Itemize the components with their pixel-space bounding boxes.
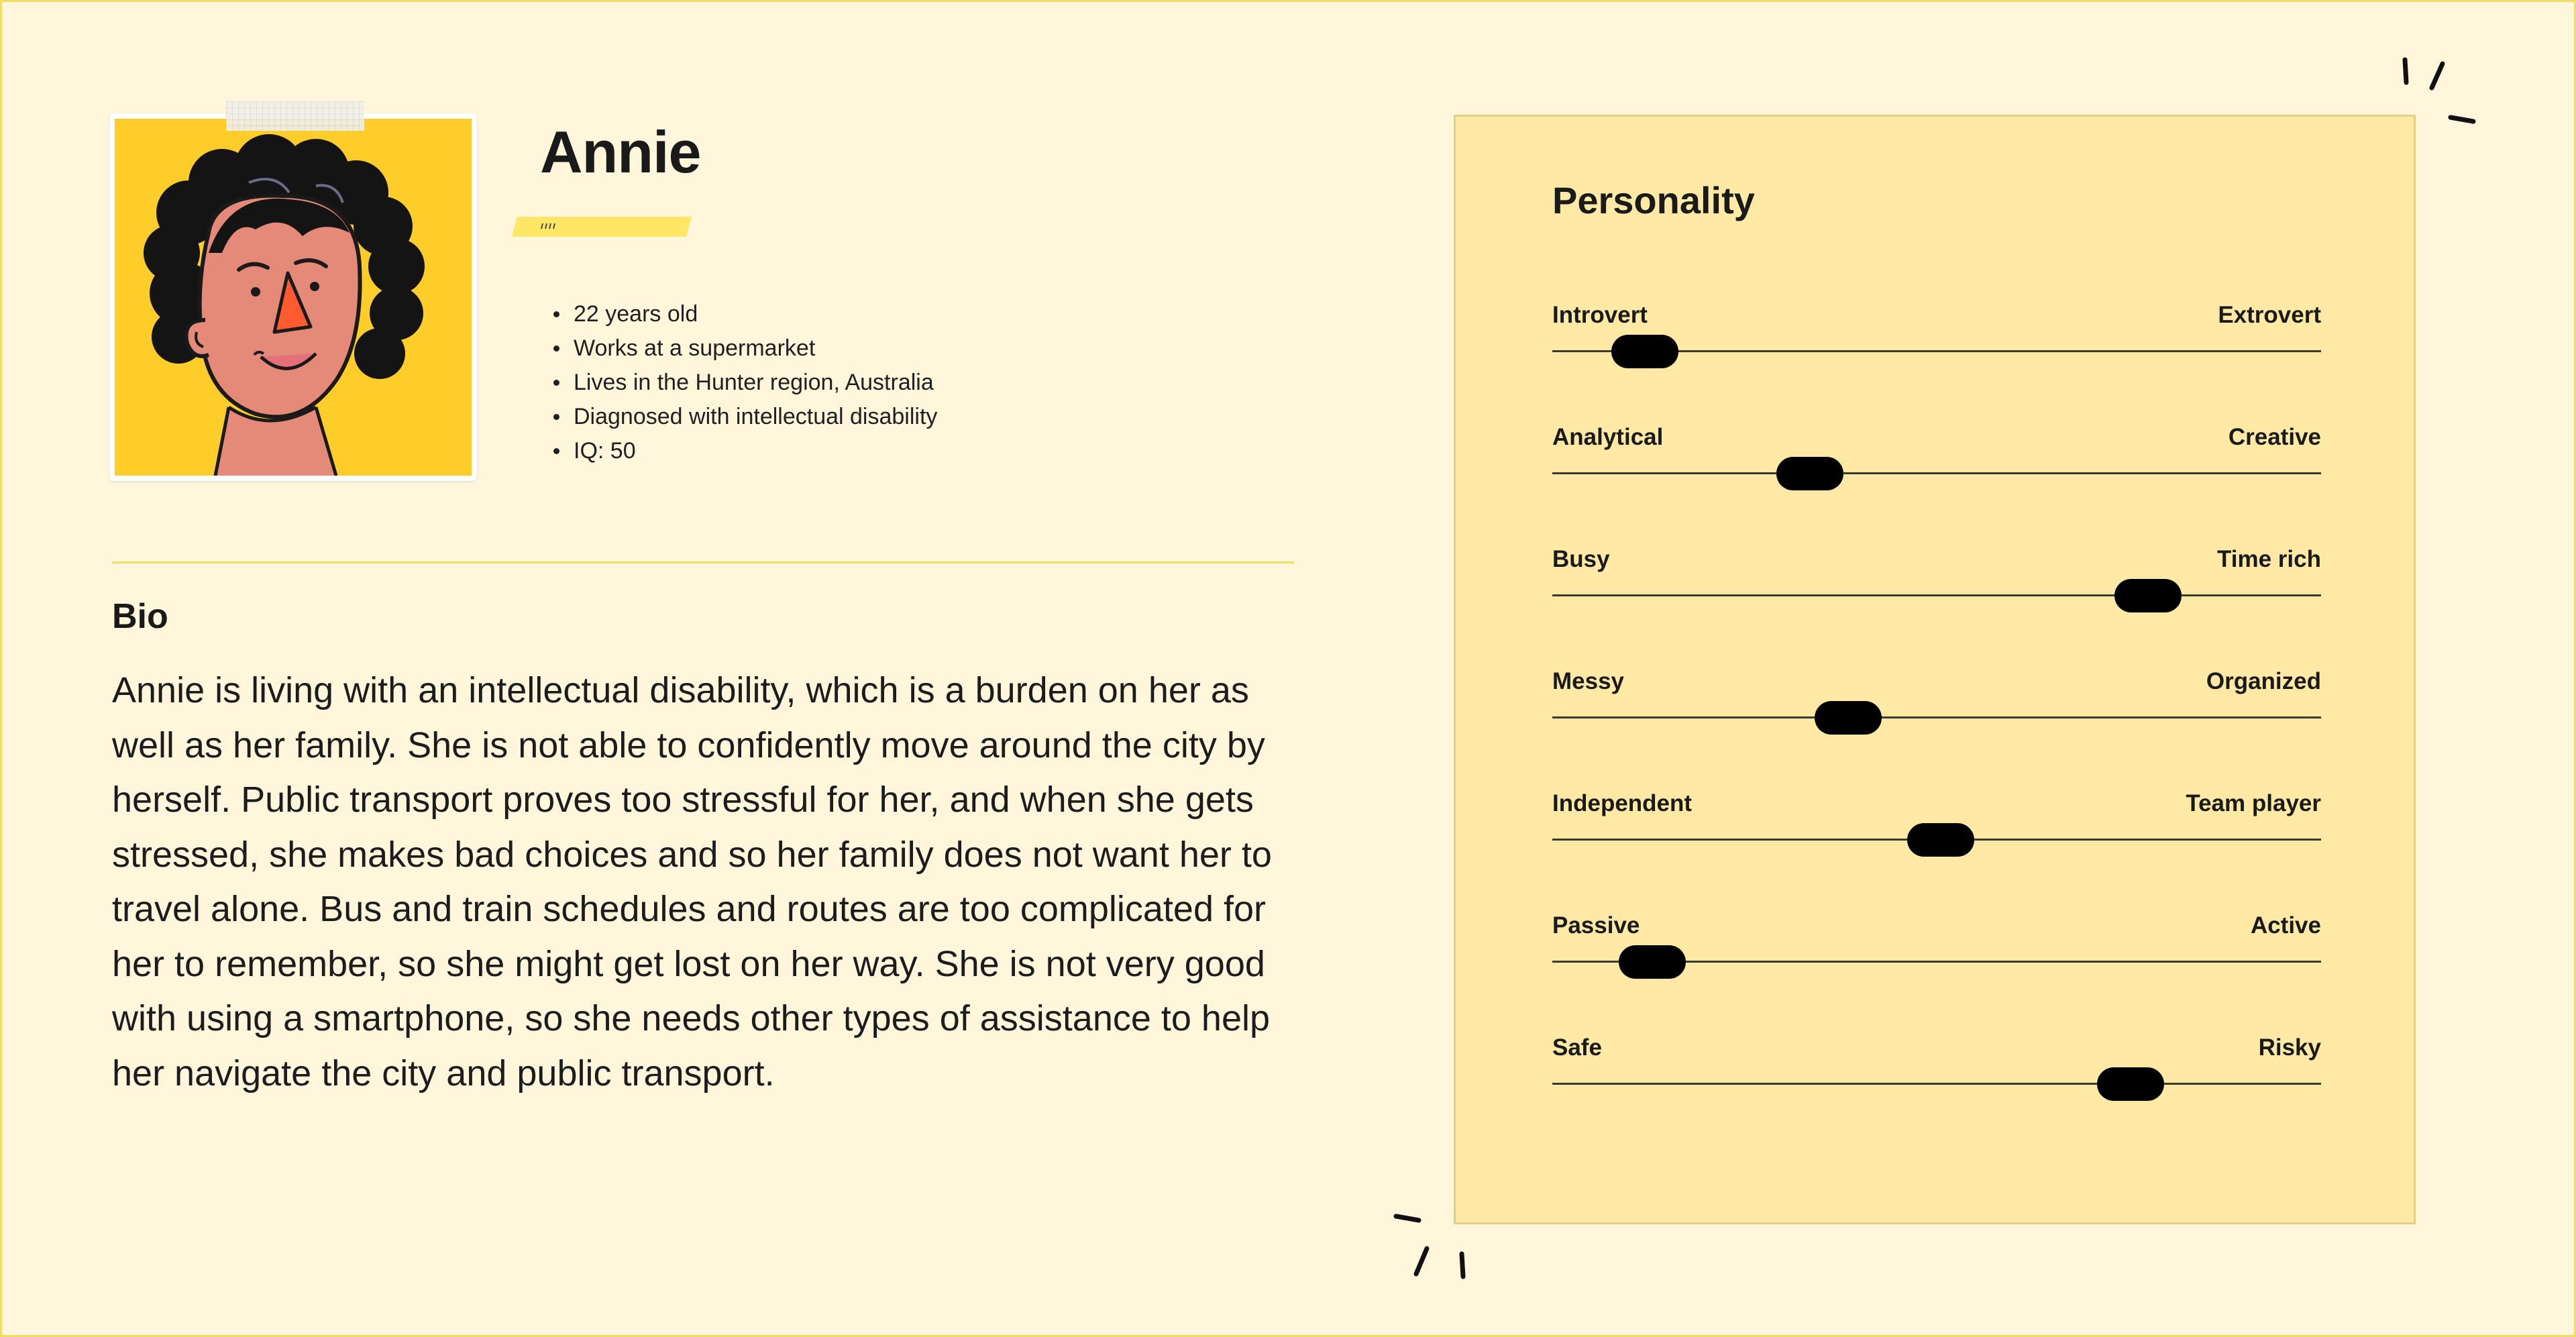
section-divider <box>112 561 1294 564</box>
slider-track <box>1552 472 2321 474</box>
fact-item: 22 years old <box>574 297 937 331</box>
trait-slider-passive-active <box>1552 912 2321 986</box>
slider-track <box>1552 594 2321 596</box>
trait-right-label: Extrovert <box>2218 302 2321 328</box>
trait-slider-introvert-extrovert <box>1552 302 2321 376</box>
bio-text: Annie is living with an intellectual disability, which is a burden on her as well as her family. She is not able to confidently move around the city by herself. Public transport proves too stressful for her, and when she gets stressed, she makes bad choices and so her family does not want her to travel alone. Bus and train schedules and routes are too complicated for her to remember, so she might get lost on her way. She is not very good with using a smartphone, so she needs other types of assistance to help her navigate the city and public transport. <box>112 670 1272 1093</box>
trait-slider-independent-teamplayer <box>1552 790 2321 864</box>
slider-knob[interactable] <box>1611 335 1678 368</box>
trait-right-label: Active <box>2250 912 2321 939</box>
name-highlight <box>512 215 692 238</box>
tape-decoration <box>226 101 364 131</box>
avatar <box>109 113 477 481</box>
slider-knob[interactable] <box>1776 457 1843 490</box>
trait-left-label: Analytical <box>1552 424 1664 450</box>
trait-right-label: Team player <box>2186 790 2321 816</box>
persona-name: Annie <box>540 119 701 185</box>
trait-slider-analytical-creative <box>1552 424 2321 498</box>
fact-item: Diagnosed with intellectual disability <box>574 400 937 434</box>
slider-knob[interactable] <box>2114 579 2182 612</box>
spark-lines-icon <box>1389 1204 1483 1291</box>
fact-item: IQ: 50 <box>574 434 937 468</box>
trait-left-label: Messy <box>1552 668 1625 694</box>
slider-knob[interactable] <box>2097 1067 2164 1101</box>
trait-right-label: Organized <box>2206 668 2321 694</box>
slider-knob[interactable] <box>1907 823 1974 857</box>
slider-track <box>1552 716 2321 718</box>
trait-left-label: Passive <box>1552 912 1640 939</box>
personality-title: Personality <box>1552 179 1755 221</box>
slider-track <box>1552 1083 2321 1085</box>
persona-facts <box>547 297 937 468</box>
avatar-illustration <box>115 119 472 476</box>
trait-slider-busy-timerich <box>1552 546 2321 620</box>
trait-left-label: Safe <box>1552 1034 1602 1061</box>
trait-right-label: Time rich <box>2217 546 2321 572</box>
personality-card <box>1454 115 2416 1224</box>
trait-left-label: Independent <box>1552 790 1693 816</box>
fact-item: Works at a supermarket <box>574 331 937 366</box>
trait-right-label: Creative <box>2228 424 2321 450</box>
fact-item: Lives in the Hunter region, Australia <box>574 366 937 400</box>
spark-lines-icon <box>2390 53 2484 140</box>
trait-right-label: Risky <box>2258 1034 2321 1061</box>
trait-left-label: Introvert <box>1552 302 1648 328</box>
slider-knob[interactable] <box>1815 701 1882 735</box>
trait-slider-safe-risky <box>1552 1034 2321 1108</box>
trait-slider-messy-organized <box>1552 668 2321 742</box>
slider-knob[interactable] <box>1619 945 1686 979</box>
bio-heading: Bio <box>112 597 168 636</box>
trait-left-label: Busy <box>1552 546 1610 572</box>
